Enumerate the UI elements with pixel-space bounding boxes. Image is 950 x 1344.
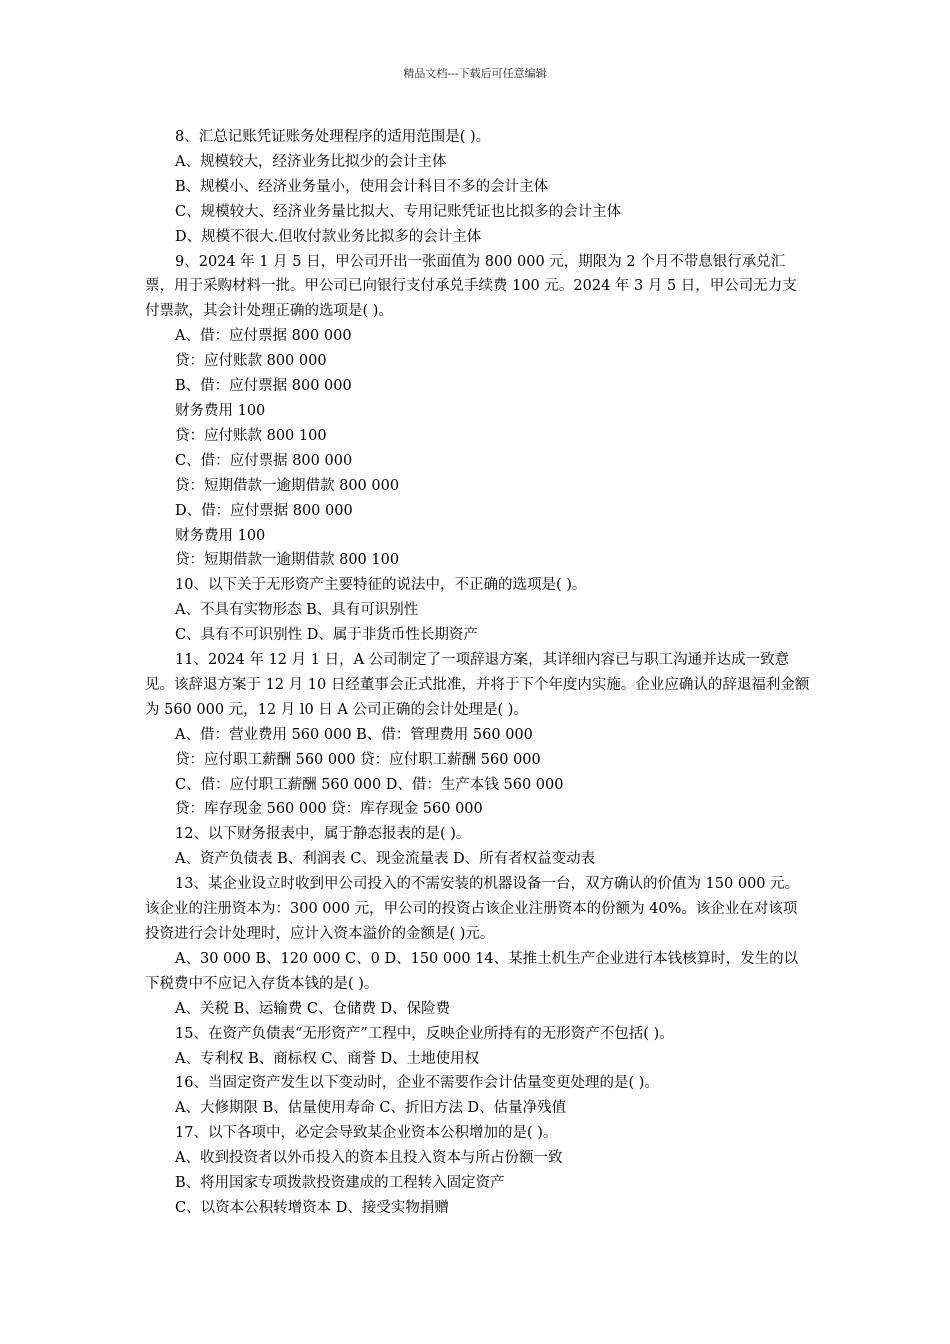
text-line: 贷：应付职工薪酬 560 000 贷：应付职工薪酬 560 000 <box>175 751 541 768</box>
text-line: C、规模较大、经济业务量比拟大、专用记账凭证也比拟多的会计主体 <box>175 203 622 220</box>
text-line: A、关税 B、运输费 C、仓储费 D、保险费 <box>175 1000 451 1017</box>
text-line: C、以资本公积转增资本 D、接受实物捐赠 <box>175 1199 449 1216</box>
text-line: A、大修期限 B、估量使用寿命 C、折旧方法 D、估量净残值 <box>175 1100 567 1117</box>
text-line: A、借：营业费用 560 000 B、借：管理费用 560 000 <box>175 726 533 743</box>
text-line: 12、以下财务报表中，属于静态报表的是( )。 <box>175 826 471 843</box>
text-line: A、资产负债表 B、利润表 C、现金流量表 D、所有者权益变动表 <box>175 851 596 868</box>
text-line: 15、在资产负债表“无形资产”工程中，反映企业所持有的无形资产不包括( )。 <box>175 1025 674 1042</box>
text-line: A、规模较大，经济业务比拟少的会计主体 <box>175 153 447 170</box>
text-line: A、30 000 B、120 000 C、0 D、150 000 14、某推土机生产企业进行本钱核算时，发生的以下税费中不应记入存货本钱的是( )。 <box>145 950 799 992</box>
text-line: 13、某企业设立时收到甲公司投入的不需安装的机器设备一台，双方确认的价值为 150 000 元。该企业的注册资本为：300 000 元，甲公司的投资占该企业注册资本的份额为 40%。该企业在对该项投资进行会计处理时，应计入资本溢价的金额是( )元。 <box>145 876 800 942</box>
text-line: 16、当固定资产发生以下变动时，企业不需要作会计估量变更处理的是( )。 <box>175 1075 659 1092</box>
text-line: A、专利权 B、商标权 C、商誉 D、土地使用权 <box>175 1050 480 1067</box>
text-line: 贷：应付账款 800 000 <box>175 353 327 370</box>
text-line: 10、以下关于无形资产主要特征的说法中，不正确的选项是( )。 <box>175 577 587 594</box>
text-line: B、规模小、经济业务量小，使用会计科目不多的会计主体 <box>175 178 549 195</box>
text-line: 贷：应付账款 800 100 <box>175 427 327 444</box>
text-line: 贷：短期借款一逾期借款 800 000 <box>175 477 400 494</box>
text-line: B、借：应付票据 800 000 <box>175 378 352 395</box>
text-line: 17、以下各项中，必定会导致某企业资本公积增加的是( )。 <box>175 1125 558 1142</box>
text-line: D、借：应付票据 800 000 <box>175 502 353 519</box>
text-line: 财务费用 100 <box>175 527 266 544</box>
text-line: A、借：应付票据 800 000 <box>175 328 352 345</box>
text-line: 9、2024 年 1 月 5 日，甲公司开出一张面值为 800 000 元，期限为 2 个月不带息银行承兑汇票，用于采购材料一批。甲公司已向银行支付承兑手续费 100 元。2024 年 3 月 5 日，甲公司无力支付票款，其会计处理正确的选项是( )。 <box>145 253 797 320</box>
text-line: A、收到投资者以外币投入的资本且投入资本与所占份额一致 <box>175 1150 563 1167</box>
text-line: C、具有不可识别性 D、属于非货币性长期资产 <box>175 627 478 644</box>
text-line: A、不具有实物形态 B、具有可识别性 <box>175 602 419 619</box>
text-line: 11、2024 年 12 月 1 日，A 公司制定了一项辞退方案，其详细内容已与职工沟通并达成一致意见。该辞退方案于 12 月 10 日经董事会正式批准，并将于下个年度内实施。企业应确认的辞退福利金额为 560 000 元，12 月 l0 日 A 公司正确的会计处理是( )。 <box>145 652 810 718</box>
page-header: 精品文档---下载后可任意编辑 <box>403 67 547 80</box>
document-body <box>145 125 810 1221</box>
text-line: C、借：应付票据 800 000 <box>175 452 353 469</box>
text-line: 贷：库存现金 560 000 贷：库存现金 560 000 <box>175 801 483 818</box>
text-line: 8、汇总记账凭证账务处理程序的适用范围是( )。 <box>175 129 491 145</box>
text-line: D、规模不很大.但收付款业务比拟多的会计主体 <box>175 228 482 245</box>
text-line: 贷：短期借款一逾期借款 800 100 <box>175 552 400 569</box>
text-line: C、借：应付职工薪酬 560 000 D、借：生产本钱 560 000 <box>175 776 564 793</box>
text-line: B、将用国家专项拨款投资建成的工程转入固定资产 <box>175 1175 505 1192</box>
text-line: 财务费用 100 <box>175 402 266 419</box>
